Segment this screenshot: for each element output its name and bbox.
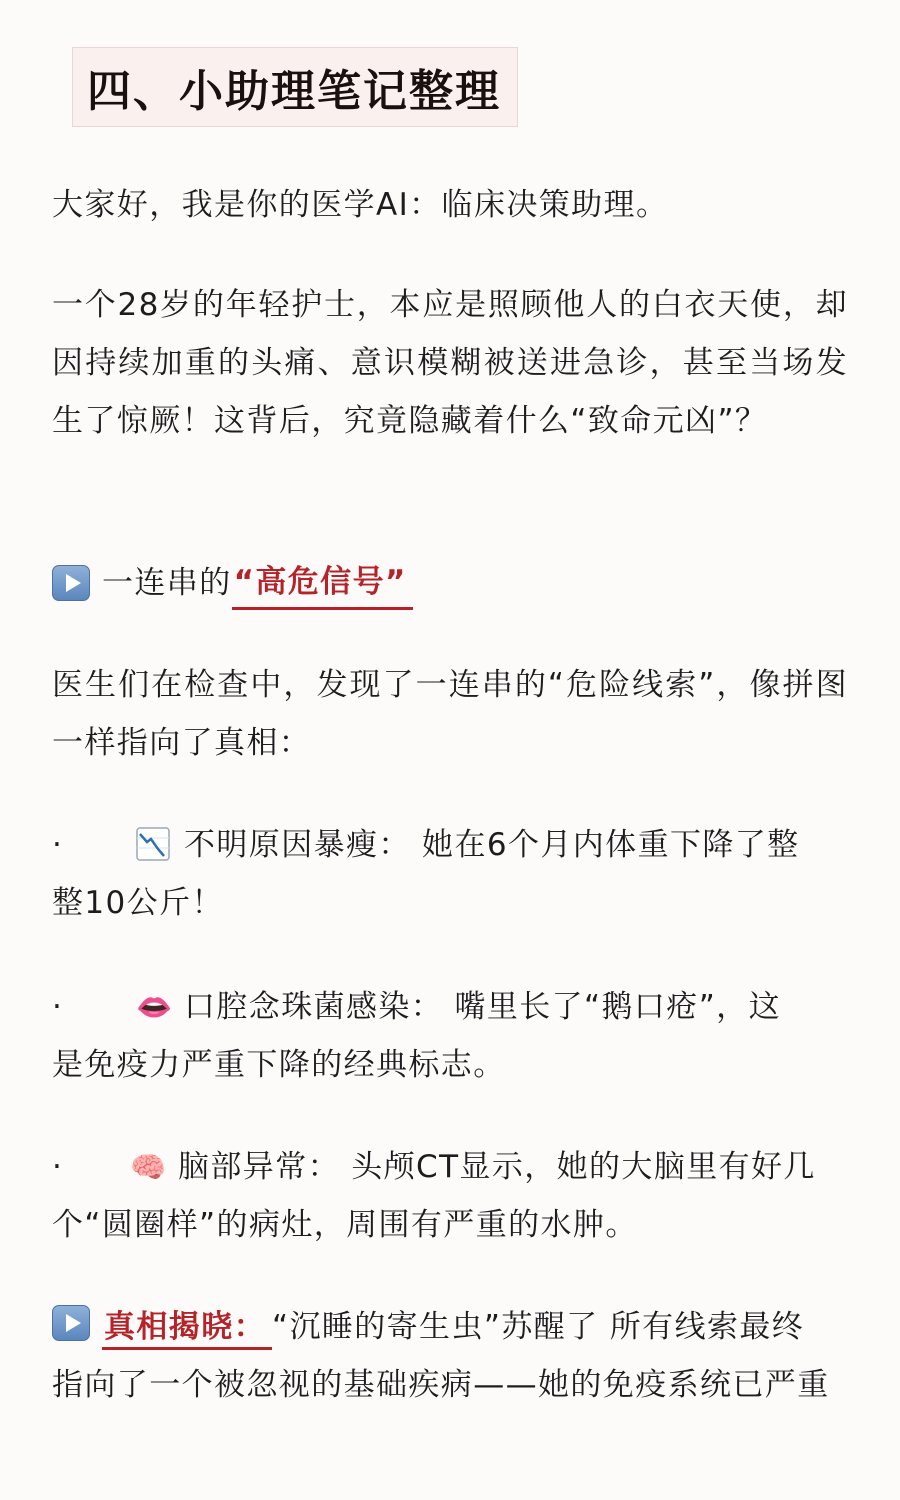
bullet-text-line1: 口腔念珠菌感染： 嘴里长了“鹅口疮”，这: [184, 989, 781, 1025]
truth-text-line2: 指向了一个被忽视的基础疾病——她的免疫系统已严重: [52, 1367, 830, 1403]
bullet-dot: ·: [52, 1149, 64, 1185]
bullet-dot: ·: [52, 989, 64, 1025]
page-title: 四、小助理笔记整理: [87, 66, 501, 117]
bullet-dot: ·: [52, 827, 64, 863]
bullet-item-brain-lesions: [52, 1138, 848, 1254]
bullet-text-line1: 脑部异常： 头颅CT显示，她的大脑里有好几: [178, 1149, 816, 1185]
section-truth-paragraph: [52, 1298, 848, 1414]
chart-decreasing-icon: [136, 827, 170, 861]
truth-text-line1: “沉睡的寄生虫”苏醒了 所有线索最终: [272, 1309, 805, 1345]
bullet-text-line2: 个“圆圈样”的病灶，周围有严重的水肿。: [52, 1207, 638, 1243]
section-heading-highlight: “高危信号”: [232, 557, 413, 610]
bullet-text-line2: 整10公斤！: [52, 885, 224, 921]
title-box: [72, 47, 518, 127]
section-heading-signals: [52, 554, 413, 612]
play-button-icon: [52, 1305, 90, 1341]
mouth-icon: 👄: [136, 990, 174, 1024]
bullet-text-line2: 是免疫力严重下降的经典标志。: [52, 1047, 506, 1083]
bullet-text-line1: 不明原因暴瘦： 她在6个月内体重下降了整: [184, 827, 800, 863]
intro-paragraph: 大家好，我是你的医学AI：临床决策助理。: [52, 187, 669, 223]
play-button-icon: [52, 565, 90, 601]
truth-highlight: 真相揭晓：: [102, 1309, 272, 1350]
section-heading-prefix: 一连串的: [102, 565, 232, 601]
signals-intro-paragraph: 医生们在检查中，发现了一连串的“危险线索”，像拼图一样指向了真相：: [52, 667, 848, 761]
bullet-item-weight-loss: [52, 816, 848, 932]
story-paragraph: 一个28岁的年轻护士，本应是照顾他人的白衣天使，却因持续加重的头痛、意识模糊被送进急诊，甚至当场发生了惊厥！这背后，究竟隐藏着什么“致命元凶”？: [52, 287, 848, 439]
brain-icon: 🧠: [130, 1150, 168, 1184]
bullet-item-oral-infection: [52, 978, 848, 1094]
